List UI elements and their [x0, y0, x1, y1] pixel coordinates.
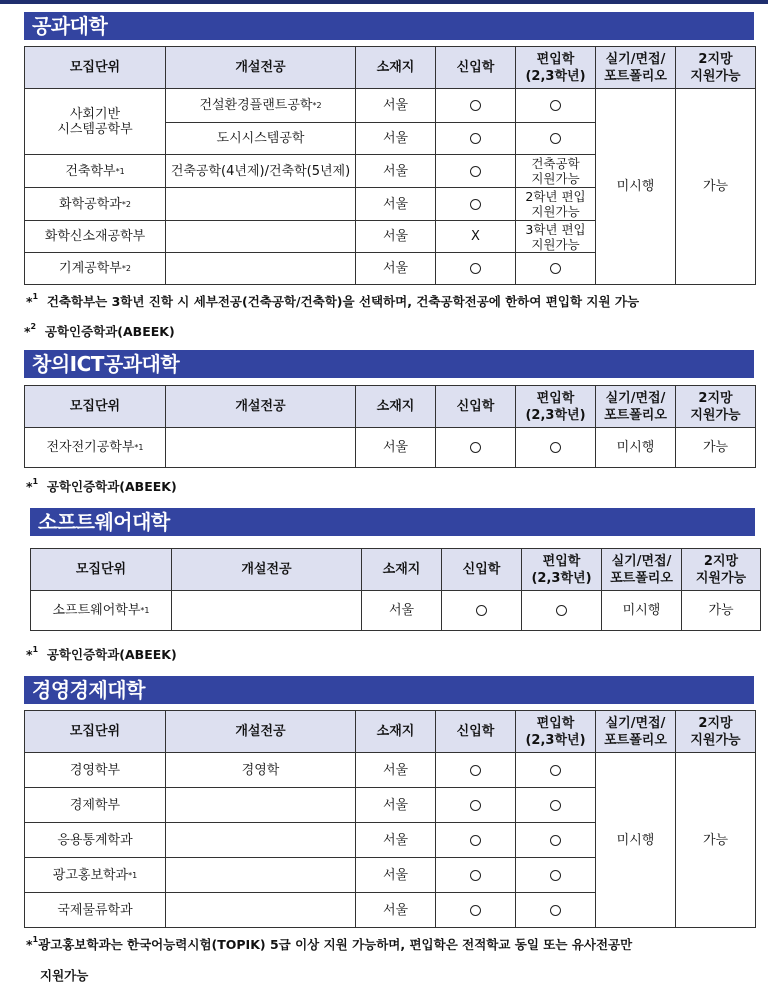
major-cell — [166, 221, 356, 253]
unit-cell: 화학신소재공학부 — [25, 221, 166, 253]
second-choice-cell: 가능 — [682, 591, 761, 631]
header-practical: 실기/면접/ 포트폴리오 — [596, 47, 676, 89]
transfer-cell: 건축공학 지원가능 — [516, 155, 596, 188]
header-major: 개설전공 — [166, 386, 356, 428]
transfer-cell — [516, 893, 596, 928]
header-location: 소재지 — [356, 386, 436, 428]
table-header-row — [25, 711, 756, 753]
ict-table — [24, 385, 756, 468]
header-unit: 모집단위 — [25, 711, 166, 753]
header-transfer: 편입학 (2,3학년) — [516, 47, 596, 89]
footnote: *$^1$ 건축학부는 3학년 진학 시 세부전공(건축공학/건축학)을 선택하며, 건축공학전공에 한하여 편입학 지원 가능 — [26, 292, 640, 309]
footnote-continued: 지원가능 — [40, 968, 89, 983]
major-cell: 경영학 — [166, 753, 356, 788]
transfer-cell — [516, 89, 596, 123]
circle-mark-icon — [556, 605, 567, 616]
major-cell — [166, 428, 356, 468]
circle-mark-icon — [550, 800, 561, 811]
freshman-cell — [436, 253, 516, 285]
table-header-row — [25, 47, 756, 89]
section-title-engineering: 공과대학 — [24, 12, 754, 40]
header-major: 개설전공 — [166, 711, 356, 753]
table-header-row — [31, 549, 761, 591]
circle-mark-icon — [470, 905, 481, 916]
location-cell: 서울 — [362, 591, 442, 631]
header-unit: 모집단위 — [31, 549, 172, 591]
freshman-cell: X — [436, 221, 516, 253]
engineering-table — [24, 46, 756, 285]
section-title-software: 소프트웨어대학 — [30, 508, 755, 536]
header-practical: 실기/면접/ 포트폴리오 — [596, 386, 676, 428]
circle-mark-icon — [470, 133, 481, 144]
header-location: 소재지 — [356, 47, 436, 89]
circle-mark-icon — [550, 765, 561, 776]
circle-mark-icon — [476, 605, 487, 616]
footnote: *$^1$ 공학인증학과(ABEEK) — [26, 477, 177, 494]
practical-cell: 미시행 — [596, 89, 676, 285]
location-cell: 서울 — [356, 858, 436, 893]
business-table — [24, 710, 756, 928]
second-choice-cell: 가능 — [676, 89, 756, 285]
circle-mark-icon — [470, 100, 481, 111]
header-major: 개설전공 — [172, 549, 362, 591]
header-second-choice: 2지망 지원가능 — [676, 47, 756, 89]
unit-cell: 기계공학부$^{*2}$ — [25, 253, 166, 285]
circle-mark-icon — [470, 765, 481, 776]
unit-cell: 응용통계학과 — [25, 823, 166, 858]
circle-mark-icon — [470, 166, 481, 177]
footnote: *$^2$ 공학인증학과(ABEEK) — [24, 322, 175, 339]
location-cell: 서울 — [356, 89, 436, 123]
header-practical: 실기/면접/ 포트폴리오 — [596, 711, 676, 753]
unit-cell: 화학공학과$^{*2}$ — [25, 188, 166, 221]
circle-mark-icon — [550, 835, 561, 846]
unit-cell: 국제물류학과 — [25, 893, 166, 928]
header-transfer: 편입학 (2,3학년) — [516, 711, 596, 753]
unit-cell: 광고홍보학과$^{*1}$ — [25, 858, 166, 893]
table-row — [25, 753, 756, 788]
practical-cell: 미시행 — [596, 428, 676, 468]
major-cell — [166, 788, 356, 823]
header-unit: 모집단위 — [25, 47, 166, 89]
location-cell: 서울 — [356, 253, 436, 285]
location-cell: 서울 — [356, 788, 436, 823]
second-choice-cell: 가능 — [676, 753, 756, 928]
freshman-cell — [436, 753, 516, 788]
circle-mark-icon — [470, 263, 481, 274]
major-cell: 도시시스템공학 — [166, 123, 356, 155]
top-border — [0, 0, 768, 4]
freshman-cell — [436, 428, 516, 468]
circle-mark-icon — [550, 100, 561, 111]
freshman-cell — [442, 591, 522, 631]
transfer-cell — [516, 253, 596, 285]
transfer-cell: 3학년 편입 지원가능 — [516, 221, 596, 253]
circle-mark-icon — [550, 442, 561, 453]
location-cell: 서울 — [356, 155, 436, 188]
circle-mark-icon — [550, 905, 561, 916]
freshman-cell — [436, 788, 516, 823]
table-row — [25, 89, 756, 123]
second-choice-cell: 가능 — [676, 428, 756, 468]
circle-mark-icon — [470, 870, 481, 881]
transfer-cell — [516, 788, 596, 823]
header-second-choice: 2지망 지원가능 — [682, 549, 761, 591]
location-cell: 서울 — [356, 823, 436, 858]
unit-cell: 경제학부 — [25, 788, 166, 823]
location-cell: 서울 — [356, 893, 436, 928]
software-table — [30, 548, 761, 631]
major-cell — [166, 823, 356, 858]
table-row — [31, 591, 761, 631]
major-cell — [166, 858, 356, 893]
transfer-cell — [516, 858, 596, 893]
header-freshman: 신입학 — [436, 711, 516, 753]
location-cell: 서울 — [356, 753, 436, 788]
header-second-choice: 2지망 지원가능 — [676, 711, 756, 753]
unit-cell: 사회기반 시스템공학부 — [25, 89, 166, 155]
major-cell — [166, 253, 356, 285]
header-freshman: 신입학 — [436, 47, 516, 89]
footnote: *$^1$광고홍보학과는 한국어능력시험(TOPIK) 5급 이상 지원 가능하며, 편입학은 전적학교 동일 또는 유사전공만 — [26, 935, 633, 952]
freshman-cell — [436, 823, 516, 858]
transfer-cell — [516, 123, 596, 155]
section-title-business: 경영경제대학 — [24, 676, 754, 704]
location-cell: 서울 — [356, 188, 436, 221]
practical-cell: 미시행 — [596, 753, 676, 928]
transfer-cell — [516, 823, 596, 858]
header-freshman: 신입학 — [442, 549, 522, 591]
unit-cell: 소프트웨어학부$^{*1}$ — [31, 591, 172, 631]
header-location: 소재지 — [356, 711, 436, 753]
freshman-cell — [436, 858, 516, 893]
major-cell: 건축공학(4년제)/건축학(5년제) — [166, 155, 356, 188]
header-transfer: 편입학 (2,3학년) — [522, 549, 602, 591]
section-title-ict: 창의ICT공과대학 — [24, 350, 754, 378]
header-second-choice: 2지망 지원가능 — [676, 386, 756, 428]
circle-mark-icon — [550, 133, 561, 144]
circle-mark-icon — [470, 199, 481, 210]
transfer-cell — [516, 753, 596, 788]
header-major: 개설전공 — [166, 47, 356, 89]
table-row — [25, 428, 756, 468]
major-cell — [166, 893, 356, 928]
header-transfer: 편입학 (2,3학년) — [516, 386, 596, 428]
freshman-cell — [436, 188, 516, 221]
freshman-cell — [436, 123, 516, 155]
location-cell: 서울 — [356, 221, 436, 253]
transfer-cell — [516, 428, 596, 468]
header-unit: 모집단위 — [25, 386, 166, 428]
header-location: 소재지 — [362, 549, 442, 591]
circle-mark-icon — [550, 870, 561, 881]
unit-cell: 건축학부$^{*1}$ — [25, 155, 166, 188]
unit-cell: 전자전기공학부$^{*1}$ — [25, 428, 166, 468]
footnote: *$^1$ 공학인증학과(ABEEK) — [26, 645, 177, 662]
freshman-cell — [436, 89, 516, 123]
freshman-cell — [436, 155, 516, 188]
transfer-cell: 2학년 편입 지원가능 — [516, 188, 596, 221]
major-cell — [172, 591, 362, 631]
transfer-cell — [522, 591, 602, 631]
circle-mark-icon — [470, 835, 481, 846]
circle-mark-icon — [470, 800, 481, 811]
circle-mark-icon — [470, 442, 481, 453]
circle-mark-icon — [550, 263, 561, 274]
header-practical: 실기/면접/ 포트폴리오 — [602, 549, 682, 591]
location-cell: 서울 — [356, 123, 436, 155]
location-cell: 서울 — [356, 428, 436, 468]
practical-cell: 미시행 — [602, 591, 682, 631]
freshman-cell — [436, 893, 516, 928]
unit-cell: 경영학부 — [25, 753, 166, 788]
header-freshman: 신입학 — [436, 386, 516, 428]
table-header-row — [25, 386, 756, 428]
major-cell: 건설환경플랜트공학$^{*2}$ — [166, 89, 356, 123]
major-cell — [166, 188, 356, 221]
